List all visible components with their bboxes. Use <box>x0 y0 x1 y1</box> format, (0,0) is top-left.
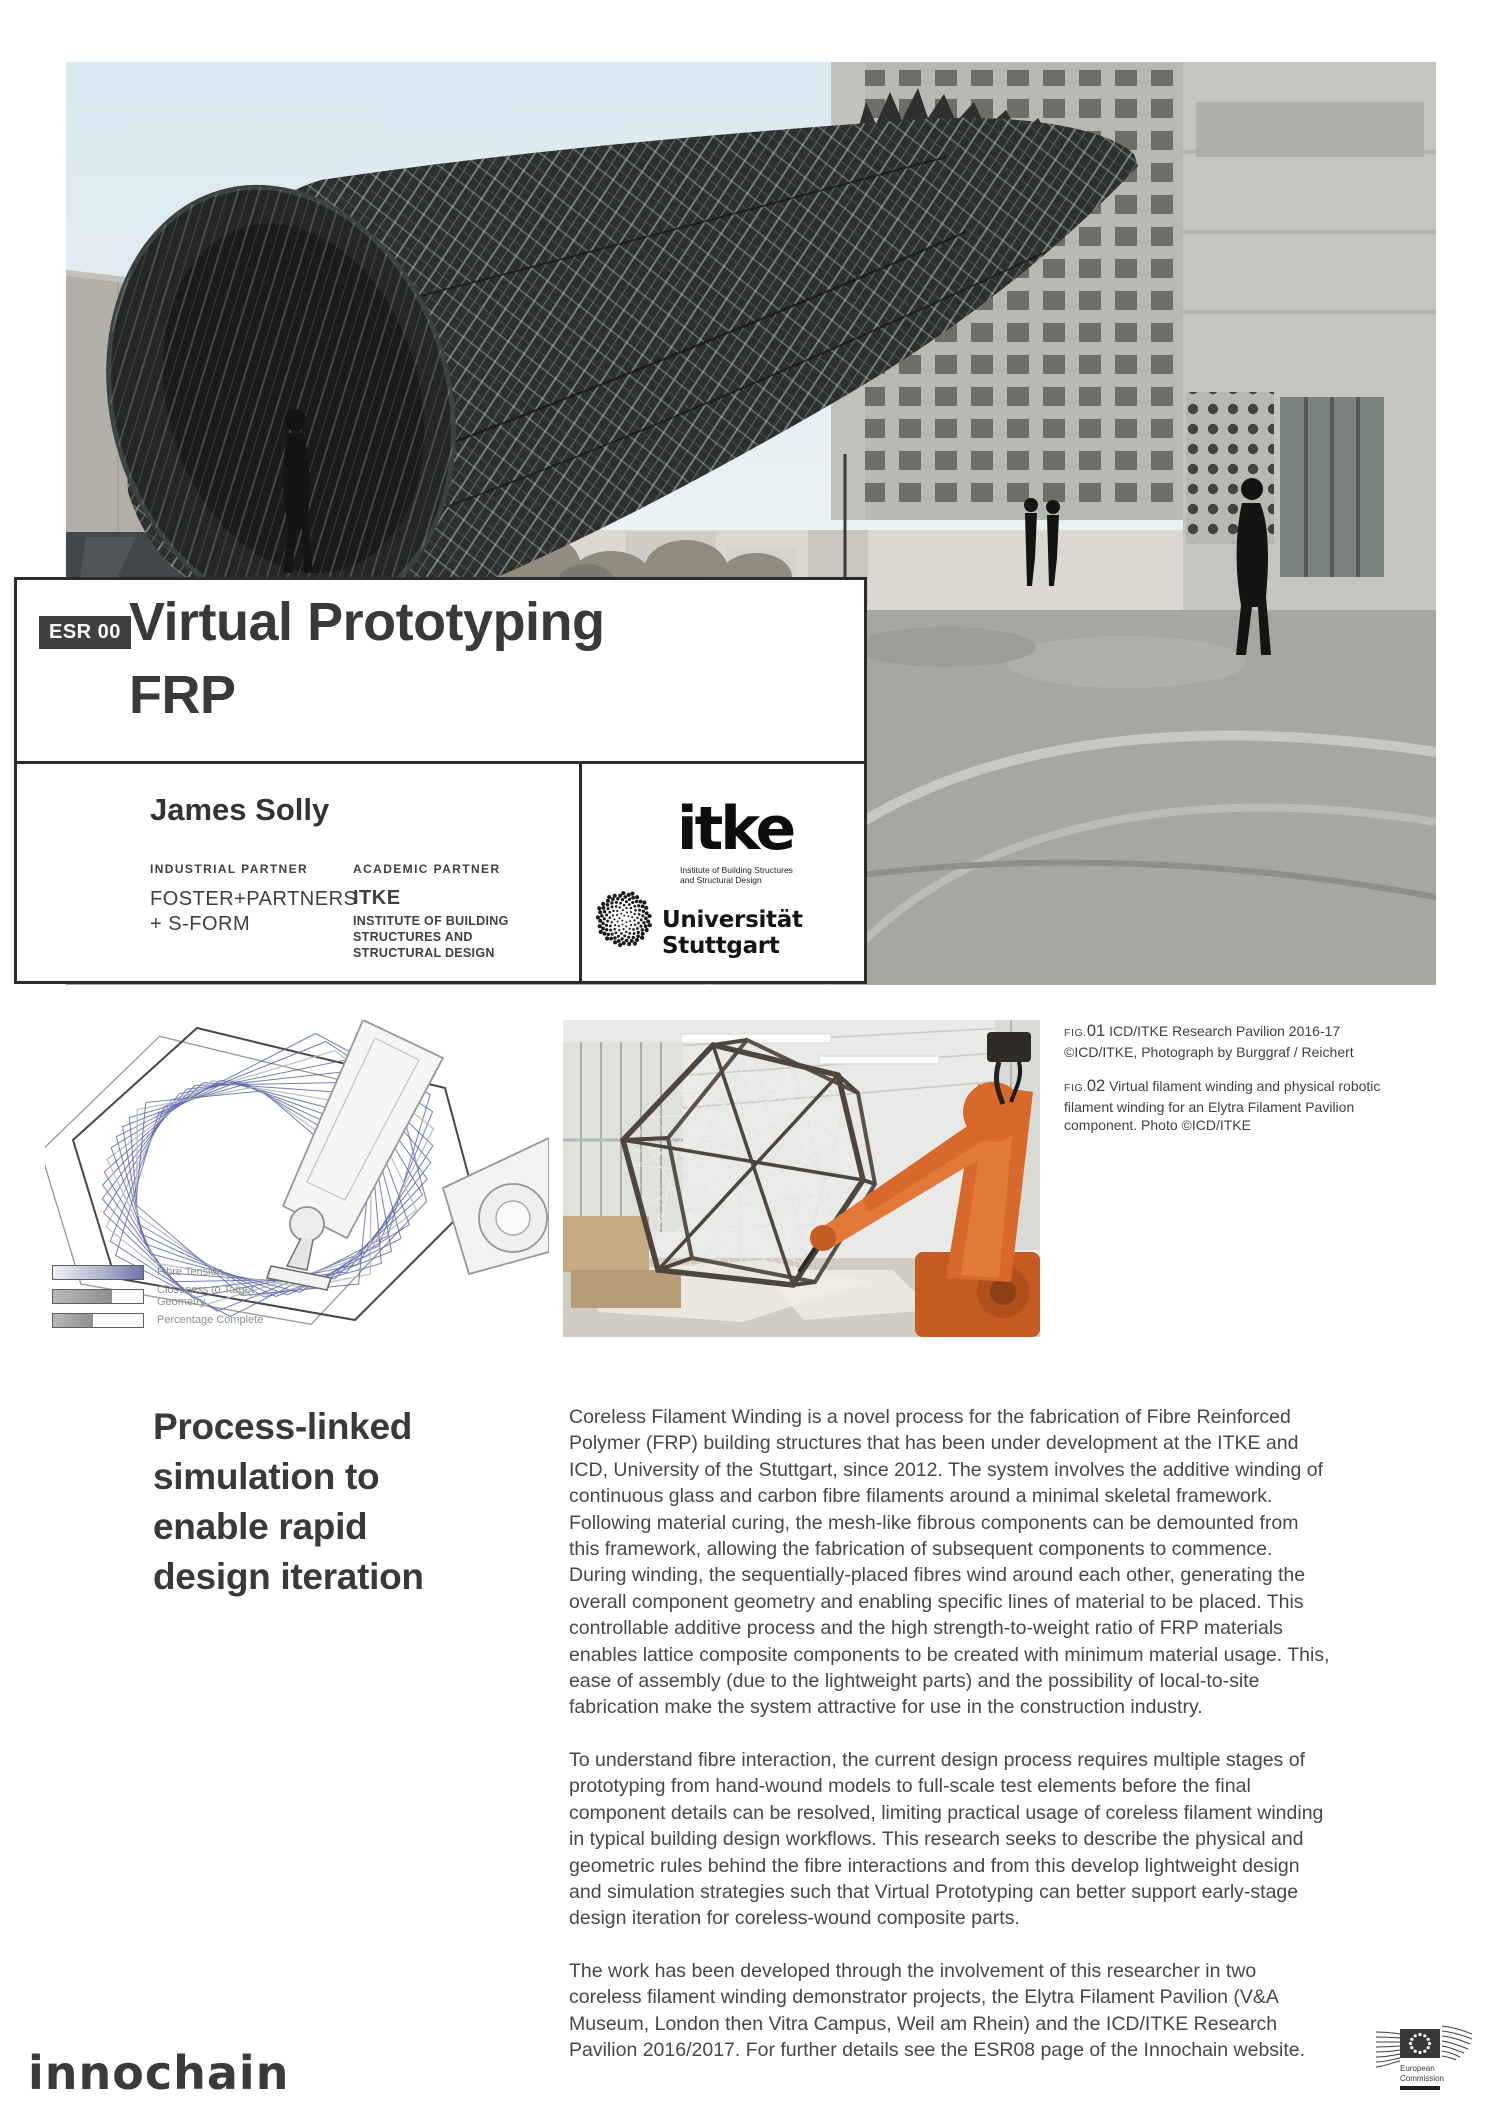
eu-text-line1: European <box>1400 2064 1435 2073</box>
robot-arm-drawing <box>267 1020 549 1290</box>
section-heading-line1: Process-linked <box>153 1406 413 1447</box>
academic-partner-heading: ACADEMIC PARTNER <box>353 862 501 876</box>
fibre-tension-gradient-bar <box>52 1265 144 1280</box>
innochain-logo: innochain <box>28 2046 290 2100</box>
figure-robot-winding-photo <box>563 1020 1040 1337</box>
fig1-label: FIG. <box>1064 1027 1087 1039</box>
fig2-caption-text: Virtual filament winding and physical robotic filament winding for an Elytra Filament Pavilion component. Photo ©ICD/ITKE <box>1064 1078 1381 1133</box>
section-heading-line4: design iteration <box>153 1556 424 1597</box>
page-title-line2: FRP <box>129 665 236 725</box>
fig1-number: 01 <box>1086 1022 1106 1040</box>
researcher-box <box>14 761 582 984</box>
industrial-partner-name <box>150 887 358 937</box>
paragraph-3: The work has been developed through the involvement of this researcher in two coreless filament winding demonstrator projects, the Elytra Filament Pavilion (V&A Museum, London then Vitra Campus, Weil am Rhein) and the ICD/ITKE Research Pavilion 2016/2017. For further details see the ESR08 page of the Innochain website. <box>569 1959 1306 2061</box>
fig2-label: FIG. <box>1064 1082 1087 1094</box>
closeness-bar <box>52 1289 144 1304</box>
legend-row <box>52 1312 267 1329</box>
university-name: Universität Stuttgart <box>662 907 803 959</box>
academic-partner <box>353 862 533 961</box>
paragraph-2: To understand fibre interaction, the current design process requires multiple stages of prototyping from hand-wound models to full-scale test elements before the final component details can be resolved, limiting practical usage of coreless filament winding in typical building design workflows. This research seeks to describe the physical and geometric rules behind the fibre interactions and from this develop lightweight design and simulation strategies such that Virtual Prototyping can better support early-stage design iteration for coreless-wound composite parts. <box>569 1748 1324 1930</box>
paragraph-1: Coreless Filament Winding is a novel process for the fabrication of Fibre Reinforced Polymer (FRP) building structures that has been under development at the ITKE and ICD, University of the Stuttgart, since 2012. The system involves the additive winding of continuous glass and carbon fibre filaments around a minimal skeletal framework. Following material curing, the mesh-like fibrous components can be demounted from this framework, allowing the fabrication of subsequent components to commence. During winding, the sequentially-placed fibres wind around each other, generating the overall component geometry and enabling specific lines of material to be placed. This controllable additive process and the high strength-to-weight ratio of FRP materials enables lattice composite components to be created with minimum material usage. This, ease of assembly (due to the lightweight parts) and the possibility of local-to-site fabrication make the system attractive for use in the construction industry. <box>569 1406 1330 1719</box>
eu-text-line2: Commission <box>1400 2074 1445 2083</box>
title-box <box>14 577 867 764</box>
fig2-caption <box>1064 1077 1386 1135</box>
eu-swoosh-left-icon <box>1376 2032 1400 2067</box>
academic-partner-desc: INSTITUTE OF BUILDING STRUCTURES AND STRUCTURAL DESIGN <box>353 914 509 960</box>
page-title-line1: Virtual Prototyping <box>129 592 605 652</box>
fig1-caption <box>1064 1022 1386 1061</box>
legend-label: Closeness to Target Geometry <box>157 1284 255 1308</box>
esr-badge: ESR 00 <box>39 616 131 649</box>
industrial-partner-heading: INDUSTRIAL PARTNER <box>150 862 309 876</box>
itke-logo-subtitle-2: and Structural Design <box>680 875 762 885</box>
industrial-partner-line2: + S-FORM <box>150 913 251 935</box>
diagram-legend <box>52 1264 267 1336</box>
itke-logo-subtitle-1: Institute of Building Structures <box>680 865 793 875</box>
section-heading-line2: simulation to <box>153 1456 380 1497</box>
fig1-caption-text: ICD/ITKE Research Pavilion 2016-17 ©ICD/ITKE, Photograph by Burggraf / Reichert <box>1064 1023 1354 1060</box>
figure-captions <box>1064 1022 1386 1151</box>
legend-label: Percentage Complete <box>157 1313 264 1326</box>
section-heading-line3: enable rapid <box>153 1506 368 1547</box>
figure-simulation-diagram <box>45 1020 549 1350</box>
eu-underline-bar <box>1400 2086 1440 2090</box>
legend-row <box>52 1284 267 1308</box>
academic-partner-name: ITKE <box>353 887 401 909</box>
itke-logo: itke <box>677 794 794 864</box>
percentage-bar <box>52 1313 144 1328</box>
section-heading <box>153 1402 493 1602</box>
fig2-number: 02 <box>1086 1077 1106 1095</box>
legend-row <box>52 1264 267 1281</box>
industrial-partner <box>150 862 358 937</box>
european-commission-logo <box>1376 2024 1472 2102</box>
university-box <box>579 761 867 984</box>
page-title <box>129 586 605 732</box>
right-building <box>1183 62 1436 622</box>
industrial-partner-line1: FOSTER+PARTNERS <box>150 888 358 910</box>
legend-label: Fibre Tension <box>157 1265 223 1278</box>
eu-swoosh-right-icon <box>1442 2026 1472 2060</box>
researcher-name: James Solly <box>150 792 330 827</box>
university-stuttgart-dot-logo-icon <box>595 890 653 948</box>
body-text <box>569 1404 1333 2089</box>
